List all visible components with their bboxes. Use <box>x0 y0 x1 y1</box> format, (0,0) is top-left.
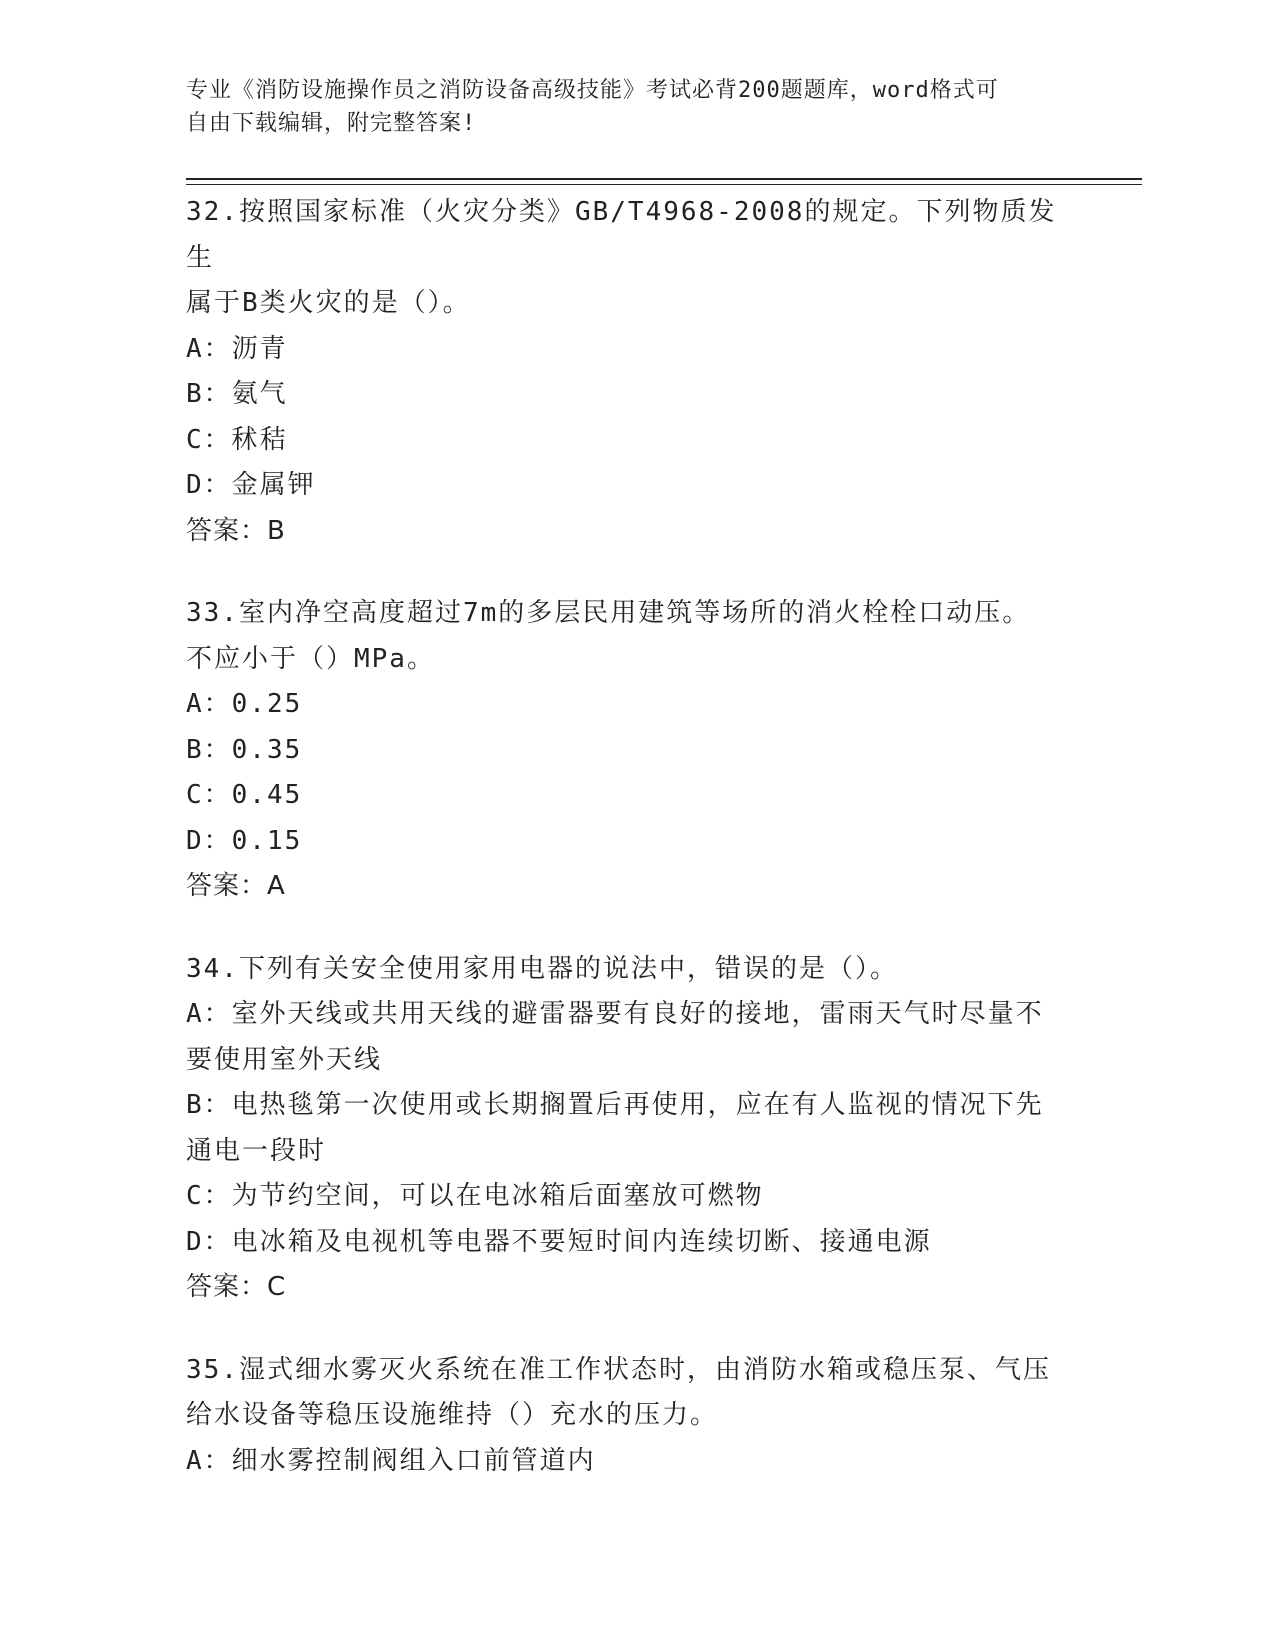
option-b: B：氨气 <box>186 379 288 409</box>
question-stem: 不应小于（）MPa。 <box>186 643 435 674</box>
option-a: A：室外天线或共用天线的避雷器要有良好的接地，雷雨天气时尽量不 <box>186 999 1044 1029</box>
option-a: A：沥青 <box>186 333 288 364</box>
question-stem: 32.按照国家标准（火灾分类》GB/T4968-2008的规定。下列物质发生 <box>186 197 1057 273</box>
document-header <box>186 74 1066 140</box>
header-line-1: 专业《消防设施操作员之消防设备高级技能》考试必背200题题库，word格式可 <box>186 78 999 103</box>
option-a-continued: 要使用室外天线 <box>186 1044 383 1075</box>
question-35 <box>186 1348 1066 1485</box>
option-a: A：0.25 <box>186 689 303 719</box>
option-b: B：0.35 <box>186 734 303 765</box>
option-d: D：金属钾 <box>186 470 316 500</box>
header-line-2: 自由下载编辑，附完整答案! <box>186 111 477 136</box>
answer-key: 答案：C <box>186 1272 287 1302</box>
question-stem: 属于B类火灾的是（）。 <box>186 288 471 318</box>
header-divider-thin <box>186 184 1142 185</box>
option-b-continued: 通电一段时 <box>186 1135 327 1166</box>
question-stem: 34.下列有关安全使用家用电器的说法中，错误的是（）。 <box>186 953 898 984</box>
answer-key: 答案：B <box>186 515 286 546</box>
header-divider-thick <box>186 178 1142 180</box>
option-b: B：电热毯第一次使用或长期搁置后再使用，应在有人监视的情况下先 <box>186 1090 1044 1120</box>
question-stem: 给水设备等稳压设施维持（）充水的压力。 <box>186 1400 719 1430</box>
option-d: D：电冰箱及电视机等电器不要短时间内连续切断、接通电源 <box>186 1226 932 1257</box>
question-stem: 33.室内净空高度超过7m的多层民用建筑等场所的消火栓栓口动压。 <box>186 598 1031 628</box>
question-stem: 35.湿式细水雾灭火系统在准工作状态时，由消防水箱或稳压泵、气压 <box>186 1354 1051 1385</box>
question-34 <box>186 947 1066 1311</box>
question-32 <box>186 190 1066 554</box>
option-c: C：0.45 <box>186 780 303 810</box>
question-33 <box>186 591 1066 910</box>
answer-key: 答案：A <box>186 871 286 901</box>
option-c: C：秫秸 <box>186 424 288 455</box>
question-list <box>186 190 1066 1521</box>
option-c: C：为节约空间，可以在电冰箱后面塞放可燃物 <box>186 1181 764 1211</box>
option-d: D：0.15 <box>186 825 303 856</box>
option-a: A：细水雾控制阀组入口前管道内 <box>186 1445 596 1476</box>
